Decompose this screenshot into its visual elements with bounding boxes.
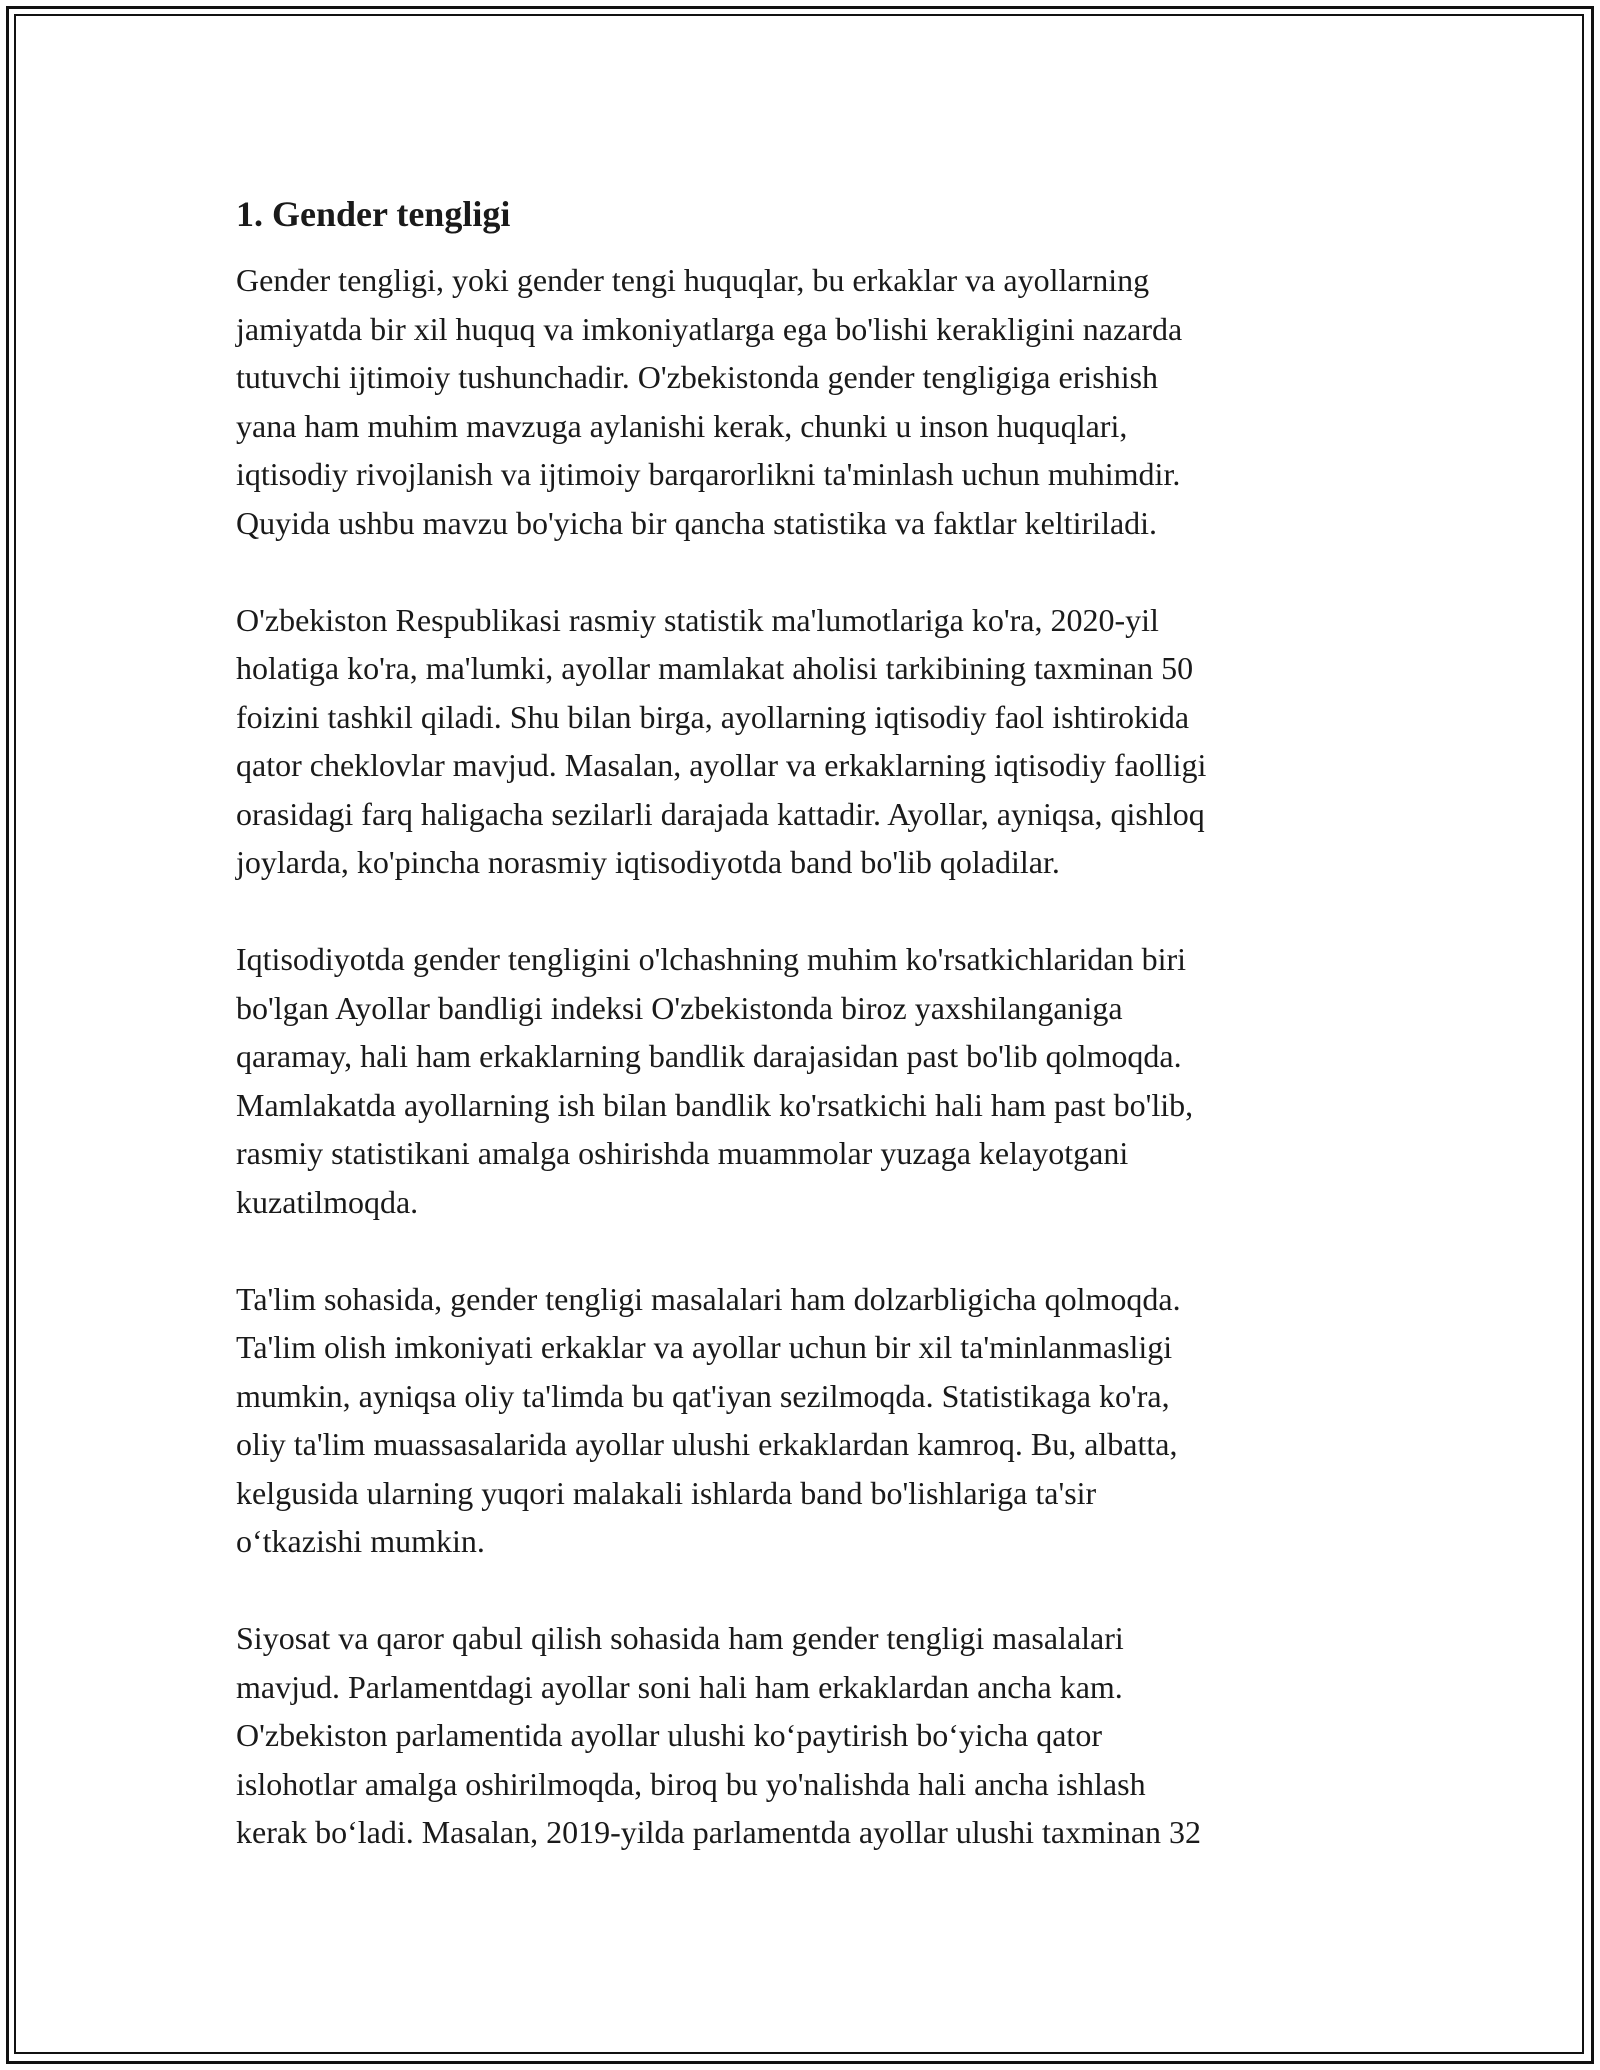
text-line: iqtisodiy rivojlanish va ijtimoiy barqarorlikni ta'minlash uchun muhimdir. xyxy=(236,456,1181,492)
text-line: tutuvchi ijtimoiy tushunchadir. O'zbekistonda gender tengligiga erishish xyxy=(236,359,1159,395)
paragraph-population xyxy=(236,596,1376,887)
text-line: O'zbekiston parlamentida ayollar ulushi ko‘paytirish bo‘yicha qator xyxy=(236,1717,1102,1753)
document-body xyxy=(236,186,1376,1905)
text-line: qator cheklovlar mavjud. Masalan, ayollar va erkaklarning iqtisodiy faolligi xyxy=(236,747,1207,783)
text-line: yana ham muhim mavzuga aylanishi kerak, chunki u inson huquqlari, xyxy=(236,407,1128,444)
text-line: Gender tengligi, yoki gender tengi huquqlar, bu erkaklar va ayollarning xyxy=(236,262,1150,298)
text-line: O'zbekiston Respublikasi rasmiy statistik ma'lumotlariga ko'ra, 2020-yil xyxy=(236,601,1159,638)
text-line: mumkin, ayniqsa oliy ta'limda bu qat'iyan sezilmoqda. Statistikaga ko'ra, xyxy=(236,1377,1170,1414)
text-line: foizini tashkil qiladi. Shu bilan birga, ayollarning iqtisodiy faol ishtirokida xyxy=(236,698,1190,735)
text-line: Iqtisodiyotda gender tengligini o'lchashning muhim ko'rsatkichlaridan biri xyxy=(236,941,1187,977)
text-line: o‘tkazishi mumkin. xyxy=(236,1523,485,1559)
text-line: Siyosat va qaror qabul qilish sohasida ham gender tengligi masalalari xyxy=(236,1620,1124,1656)
text-line: rasmiy statistikani amalga oshirishda muammolar yuzaga kelayotgani xyxy=(236,1135,1129,1171)
text-line: orasidagi farq haligacha sezilarli darajada kattadir. Ayollar, ayniqsa, qishloq xyxy=(236,795,1205,832)
text-line: kelgusida ularning yuqori malakali ishlarda band bo'lishlariga ta'sir xyxy=(236,1474,1097,1511)
text-line: oliy ta'lim muassasalarida ayollar ulushi erkaklardan kamroq. Bu, albatta, xyxy=(236,1426,1178,1462)
text-line: bo'lgan Ayollar bandligi indeksi O'zbekistonda biroz yaxshilanganiga xyxy=(236,989,1123,1026)
section-heading: 1. Gender tengligi xyxy=(236,194,511,234)
text-line: kuzatilmoqda. xyxy=(236,1183,419,1220)
text-line: mavjud. Parlamentdagi ayollar soni hali ham erkaklardan ancha kam. xyxy=(236,1668,1123,1705)
paragraph-politics xyxy=(236,1614,1376,1857)
text-line: jamiyatda bir xil huquq va imkoniyatlarga ega bo'lishi kerakligini nazarda xyxy=(236,310,1183,347)
text-line: Ta'lim olish imkoniyati erkaklar va ayollar uchun bir xil ta'minlanmasligi xyxy=(236,1329,1173,1365)
text-line: kerak bo‘ladi. Masalan, 2019-yilda parlamentda ayollar ulushi taxminan 32 xyxy=(236,1814,1202,1850)
text-line: Mamlakatda ayollarning ish bilan bandlik ko'rsatkichi hali ham past bo'lib, xyxy=(236,1086,1194,1123)
text-line: Ta'lim sohasida, gender tengligi masalalari ham dolzarbligicha qolmoqda. xyxy=(236,1280,1181,1317)
paragraph-intro xyxy=(236,256,1376,547)
text-line: holatiga ko'ra, ma'lumki, ayollar mamlakat aholisi tarkibining taxminan 50 xyxy=(236,650,1194,686)
text-line: qaramay, hali ham erkaklarning bandlik darajasidan past bo'lib qolmoqda. xyxy=(236,1038,1182,1074)
text-line: Quyida ushbu mavzu bo'yicha bir qancha statistika va faktlar keltiriladi. xyxy=(236,504,1158,541)
text-line: islohotlar amalga oshirilmoqda, biroq bu yo'nalishda hali ancha ishlash xyxy=(236,1765,1146,1802)
paragraph-employment xyxy=(236,935,1376,1226)
paragraph-education xyxy=(236,1275,1376,1566)
text-line: joylarda, ko'pincha norasmiy iqtisodiyotda band bo'lib qoladilar. xyxy=(236,844,1060,880)
